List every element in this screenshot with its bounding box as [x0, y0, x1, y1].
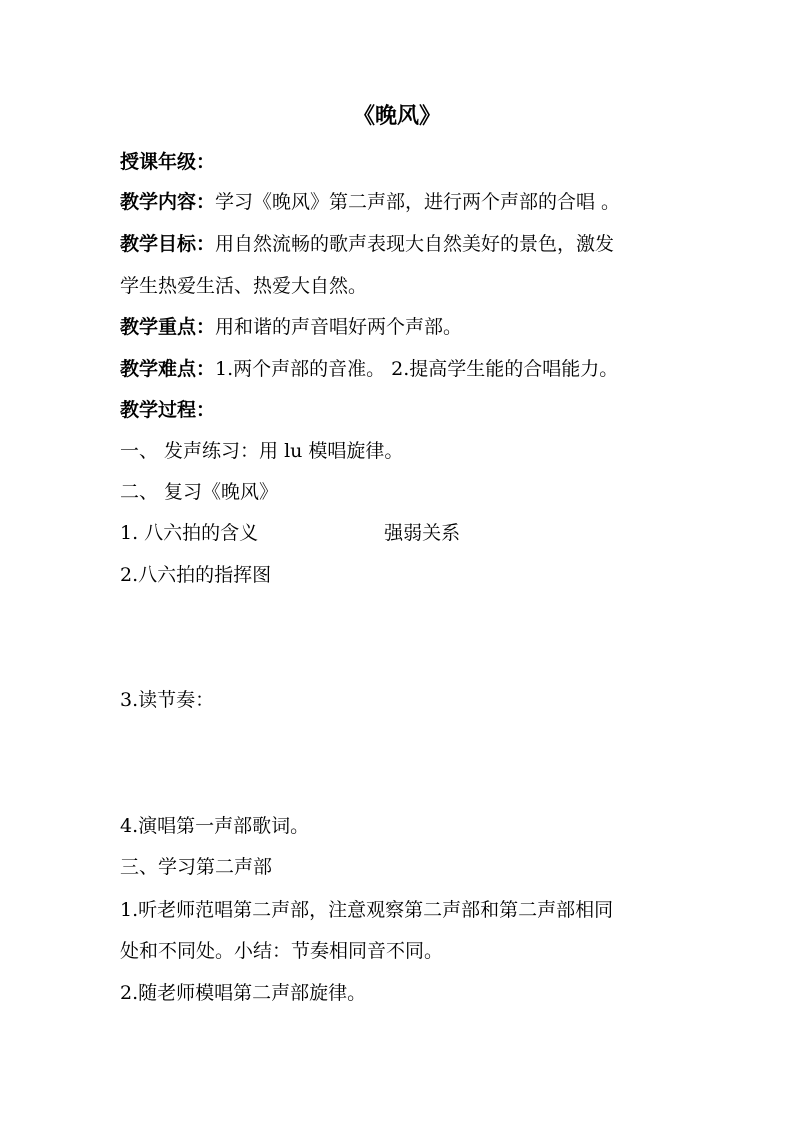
difficulty-line [120, 355, 618, 383]
difficulty-text: 1.两个声部的音准。 2.提高学生能的合唱能力。 [215, 358, 619, 380]
process-step-3-item-1-line-2: 处和不同处。小结：节奏相同音不同。 [120, 940, 444, 962]
content-label: 教学内容： [120, 191, 216, 213]
goal-label: 教学目标： [120, 233, 216, 255]
key-point-label: 教学重点： [120, 316, 216, 338]
process-line [120, 396, 215, 424]
process-step-2-item-3: 3.读节奏： [120, 689, 215, 711]
goal-line [120, 230, 614, 258]
goal-line-2 [120, 272, 367, 300]
process-step-1: 一、 发声练习：用 lu 模唱旋律。 [120, 440, 404, 462]
grade-line [120, 148, 215, 176]
goal-text-1: 用自然流畅的歌声表现大自然美好的景色，激发 [215, 233, 615, 255]
grade-label: 授课年级： [120, 151, 216, 173]
content-text: 学习《晚风》第二声部，进行两个声部的合唱 。 [215, 191, 621, 213]
process-step-2-item-2: 2.八六拍的指挥图 [120, 564, 272, 586]
content-line [120, 188, 620, 216]
process-label: 教学过程： [120, 399, 216, 421]
document-title: 《晚风》 [352, 103, 441, 129]
meter-meaning-text: 1. 八六拍的含义 [120, 522, 259, 544]
key-point-text: 用和谐的声音唱好两个声部。 [215, 316, 463, 338]
strong-weak-text: 强弱关系 [384, 522, 461, 544]
process-step-2-item-4: 4.演唱第一声部歌词。 [120, 815, 310, 837]
process-step-2: 二、 复习《晚风》 [120, 481, 279, 503]
process-step-3-item-2: 2.随老师模唱第二声部旋律。 [120, 982, 367, 1004]
goal-text-2: 学生热爱生活、热爱大自然。 [120, 275, 368, 297]
process-step-3: 三、学习第二声部 [120, 856, 273, 878]
key-point-line [120, 313, 462, 341]
process-step-2-item-1 [120, 519, 460, 547]
process-step-3-item-1-line-1: 1.听老师范唱第二声部，注意观察第二声部和第二声部相同 [120, 899, 614, 921]
difficulty-label: 教学难点： [120, 358, 216, 380]
